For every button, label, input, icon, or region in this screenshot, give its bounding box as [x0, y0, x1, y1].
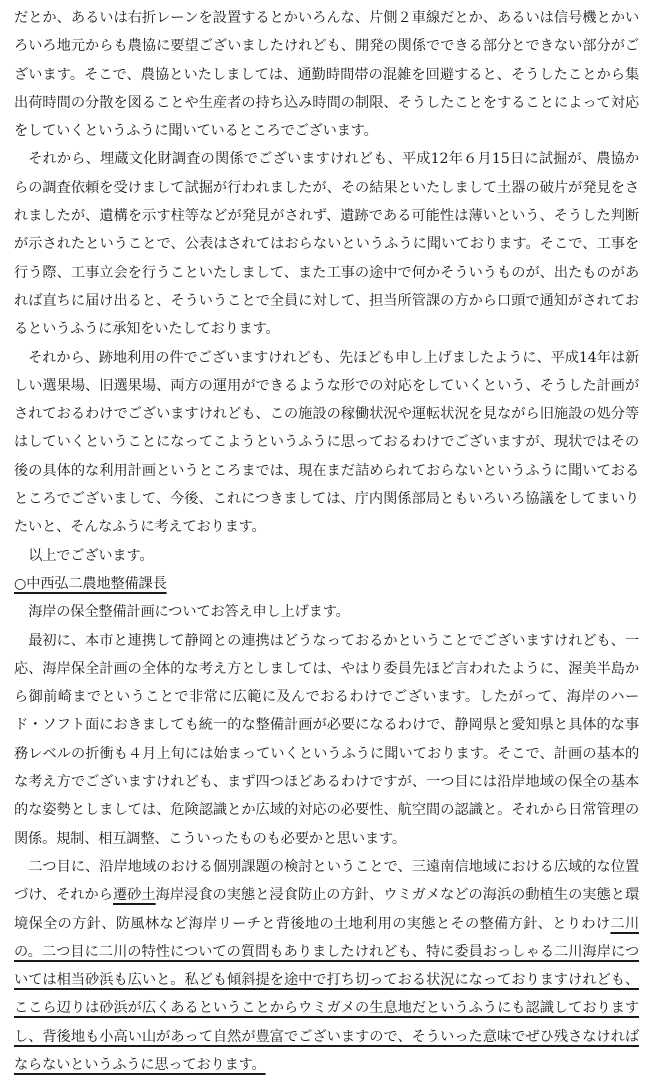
speaker-heading [14, 570, 639, 598]
paragraph-cultural-survey: それから、埋蔵文化財調査の関係でございますけれども、平成12年６月15日に試掘が、農協からの調査依頼を受けまして試掘が行われましたが、その結果といたしまして土器の破片が発見をされましたが、遺構を示す柱等などが発見がされず、遺跡である可能性は薄いという、そうした判断が示されたということで、公表はされてはおらないというふうに聞いております。そこで、工事を行う際、工事立会を行うこといたしまして、また工事の途中で何かそういうものが、出たものがあれば直ちに届け出ると、そういうことで全員に対して、担当所管課の方から口頭で通知がされておるというふうに承知をいたしております。 [14, 151, 639, 338]
underlined-passage: 二川の。二つ目に二川の特性についての質問もありましたけれども、特に委員おっしゃる二川海岸については相当砂浜も広いと。私ども傾斜提を途中で打ち切っておる状況になっておりますけれども、ここら辺りは砂浜が広くあるということからウミガメの生息地だというふうにも認識しておりますし、背後地も小高い山があって自然が豊富でございますので、そういった意味でぜひ残さなければならないというふうに思っております。 [14, 915, 640, 1073]
paragraph-coastal-plan: 最初に、本市と連携して静岡との連携はどうなっておるかということでございますけれども、一応、海岸保全計画の全体的な考え方としましては、やはり委員先ほど言われたように、渥美半島から御前崎までということで非常に広範に及んでおるわけでございます。したがって、海岸のハード・ソフト面におきましても統一的な整備計画が必要になるわけで、静岡県と愛知県と具体的な事務レベルの折衝も４月上旬には始まっていくというふうに聞いております。そこで、計画の基本的な考え方でございますけれども、まず四つほどあるわけですが、一つ目には沿岸地域の保全の基本的な姿勢としましては、危険認識とか広域的対応の必要性、航空間の認識と。それから日常管理の関係。規制、相互調整、こういったものも必要かと思います。 [14, 632, 639, 847]
paragraph-coastal-intro: 海岸の保全整備計画についてお答え申し上げます。 [28, 604, 350, 621]
paragraph-site-usage: それから、跡地利用の件でございますけれども、先ほども申し上げましたように、平成14年は新しい選果場、旧選果場、両方の運用ができるような形での対応をしていくという、そうした計画がされておるわけでございますけれども、この施設の稼働状況や運転状況を見ながら旧施設の処分等はしていくということになってこようというふうに思っておるわけでございますが、現状ではその後の具体的な利用計画というところまでは、現在まだ詰められておらないというふうに聞いておるところでございまして、今後、これにつきましては、庁内関係部局ともいろいろ協議をしてまいりたいと、そんなふうに考えております。 [14, 349, 639, 536]
paragraph-closing: 以上でございます。 [28, 547, 154, 564]
underlined-term: 遷砂土 [112, 887, 156, 904]
speaker-name: ○中西弘二農地整備課長 [14, 575, 167, 592]
paragraph-futagawa [14, 853, 639, 1079]
futagawa-text-1: 二つ目に、沿岸地域のおける個別課題の検討ということで、三遠南信地域における広域的な位置づけ、それから [14, 858, 639, 904]
paragraph-intersection-measures: だとか、あるいは右折レーンを設置するとかいろんな、片側２車線だとか、あるいは信号機とかいろいろ地元からも農協に要望ございましたけれども、開発の関係でできる部分とできない部分がございます。そこで、農協といたしましては、通勤時間帯の混雑を回避すると、そうしたことから集出荷時間の分散を図ることや生産者の持ち込み時間の制限、そうしたことをすることによって対応をしていくというふうに聞いているところでございます。 [14, 10, 639, 140]
futagawa-text-2: 海岸浸食の実態と浸食防止の方針、ウミガメなどの海浜の動植生の実態と環境保全の方針、防風林など海岸リーチと背後地の土地利用の実態とその整備方針、とりわけ [14, 887, 639, 932]
